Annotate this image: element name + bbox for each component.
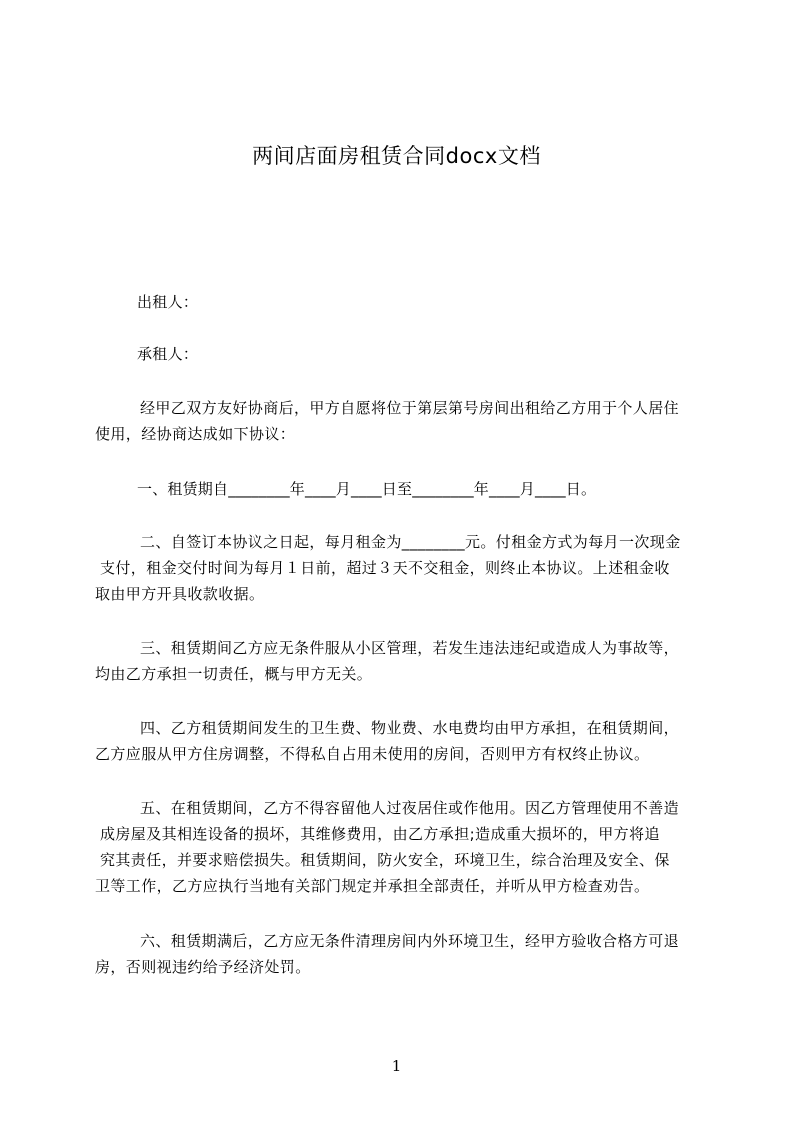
clause-6-line-2: 房，否则视违约给予经济处罚。 xyxy=(95,958,311,976)
clause-3-line-2: 均由乙方承担一切责任，概与甲方无关。 xyxy=(95,665,373,683)
clause-2-line-1: 二、自签订本协议之日起，每月租金为________元。付租金方式为每月一次现金 xyxy=(140,533,681,551)
intro-line-1: 经甲乙双方友好协商后，甲方自愿将位于第层第号房间出租给乙方用于个人居住 xyxy=(140,399,680,417)
clause-5-line-1: 五、在租赁期间，乙方不得容留他人过夜居住或作他用。因乙方管理使用不善造 xyxy=(140,799,680,817)
intro-line-2: 使用，经协商达成如下协议： xyxy=(95,425,296,443)
clause-4-line-2: 乙方应服从甲方住房调整，不得私自占用未使用的房间，否则甲方有权终止协议。 xyxy=(95,745,650,763)
clause-4-line-1: 四、乙方租赁期间发生的卫生费、物业费、水电费均由甲方承担，在租赁期间， xyxy=(140,719,680,737)
clause-1-line-1: 一、租赁期自________年____月____日至________年____月____日。 xyxy=(137,480,597,498)
clause-3-line-1: 三、租赁期间乙方应无条件服从小区管理，若发生违法违纪或造成人为事故等， xyxy=(140,639,680,657)
clause-2-line-3: 取由甲方开具收款收据。 xyxy=(95,585,265,603)
document-title: 两间店面房租赁合同docx文档 xyxy=(252,144,541,168)
lessor-label: 出租人： xyxy=(137,293,199,311)
clause-5-line-4: 卫等工作，乙方应执行当地有关部门规定并承担全部责任，并听从甲方检查劝告。 xyxy=(95,877,650,895)
clause-6-line-1: 六、租赁期满后，乙方应无条件清理房间内外环境卫生，经甲方验收合格方可退 xyxy=(140,932,680,950)
page-number: 1 xyxy=(391,1057,402,1075)
clause-2-line-2: 支付，租金交付时间为每月１日前，超过３天不交租金，则终止本协议。上述租金收 xyxy=(100,559,670,577)
lessee-label: 承租人： xyxy=(137,345,199,363)
clause-5-line-2: 成房屋及其相连设备的损坏，其维修费用，由乙方承担;造成重大损坏的，甲方将追 xyxy=(100,825,660,843)
clause-5-line-3: 究其责任，并要求赔偿损失。租赁期间，防火安全，环境卫生，综合治理及安全、保 xyxy=(100,851,670,869)
